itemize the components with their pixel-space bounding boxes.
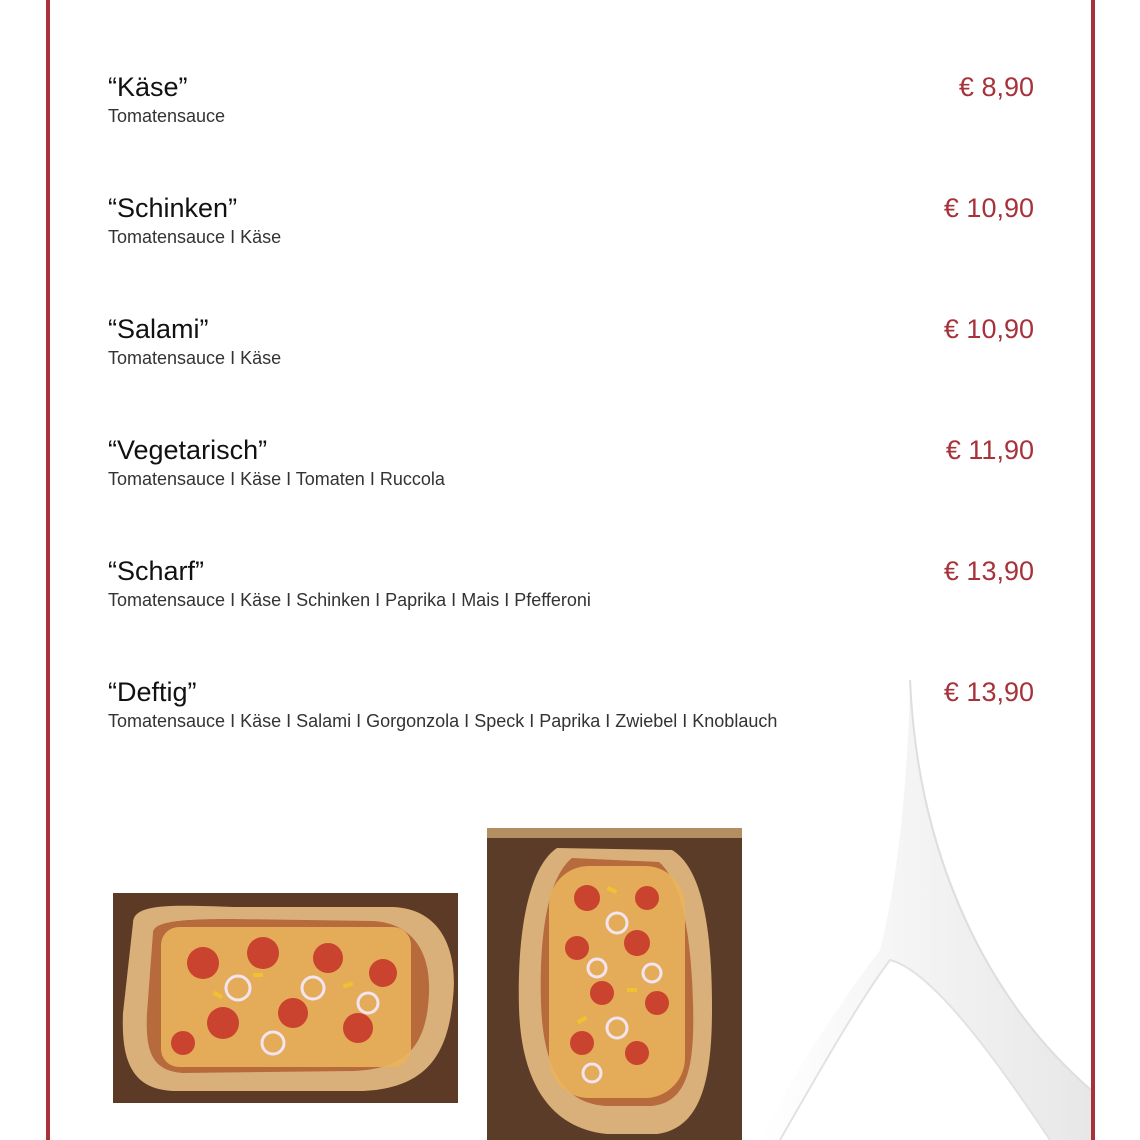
menu-item-salami (108, 314, 1034, 384)
item-price: € 10,90 (943, 193, 1034, 223)
flammkuchen-photo-landscape (113, 893, 458, 1103)
item-description: Tomatensauce I Käse (108, 227, 282, 247)
menu-item-deftig (108, 677, 1034, 747)
menu-item-scharf (108, 556, 1034, 626)
item-name: “Salami” (108, 314, 209, 344)
item-price: € 10,90 (943, 314, 1034, 344)
menu-item-vegetarisch (108, 435, 1034, 505)
frame-border-right (1091, 0, 1095, 1140)
item-price: € 8,90 (958, 72, 1034, 102)
item-description: Tomatensauce I Käse I Schinken I Paprika I Mais I Pfefferoni (108, 590, 591, 610)
item-name: “Schinken” (108, 193, 238, 223)
item-price: € 13,90 (943, 556, 1034, 586)
item-description: Tomatensauce I Käse (108, 348, 282, 368)
menu-item-schinken (108, 193, 1034, 263)
item-description: Tomatensauce I Käse I Salami I Gorgonzola I Speck I Paprika I Zwiebel I Knoblauch (108, 711, 778, 731)
frame-border-left (46, 0, 50, 1140)
item-description: Tomatensauce (108, 106, 226, 126)
item-description: Tomatensauce I Käse I Tomaten I Ruccola (108, 469, 445, 489)
item-name: “Vegetarisch” (108, 435, 268, 465)
item-name: “Deftig” (108, 677, 197, 707)
item-price: € 13,90 (943, 677, 1034, 707)
item-price: € 11,90 (945, 435, 1034, 465)
menu-item-kaese (108, 72, 1034, 142)
item-name: “Scharf” (108, 556, 205, 586)
item-name: “Käse” (108, 72, 188, 102)
flammkuchen-photo-portrait (487, 828, 742, 1140)
